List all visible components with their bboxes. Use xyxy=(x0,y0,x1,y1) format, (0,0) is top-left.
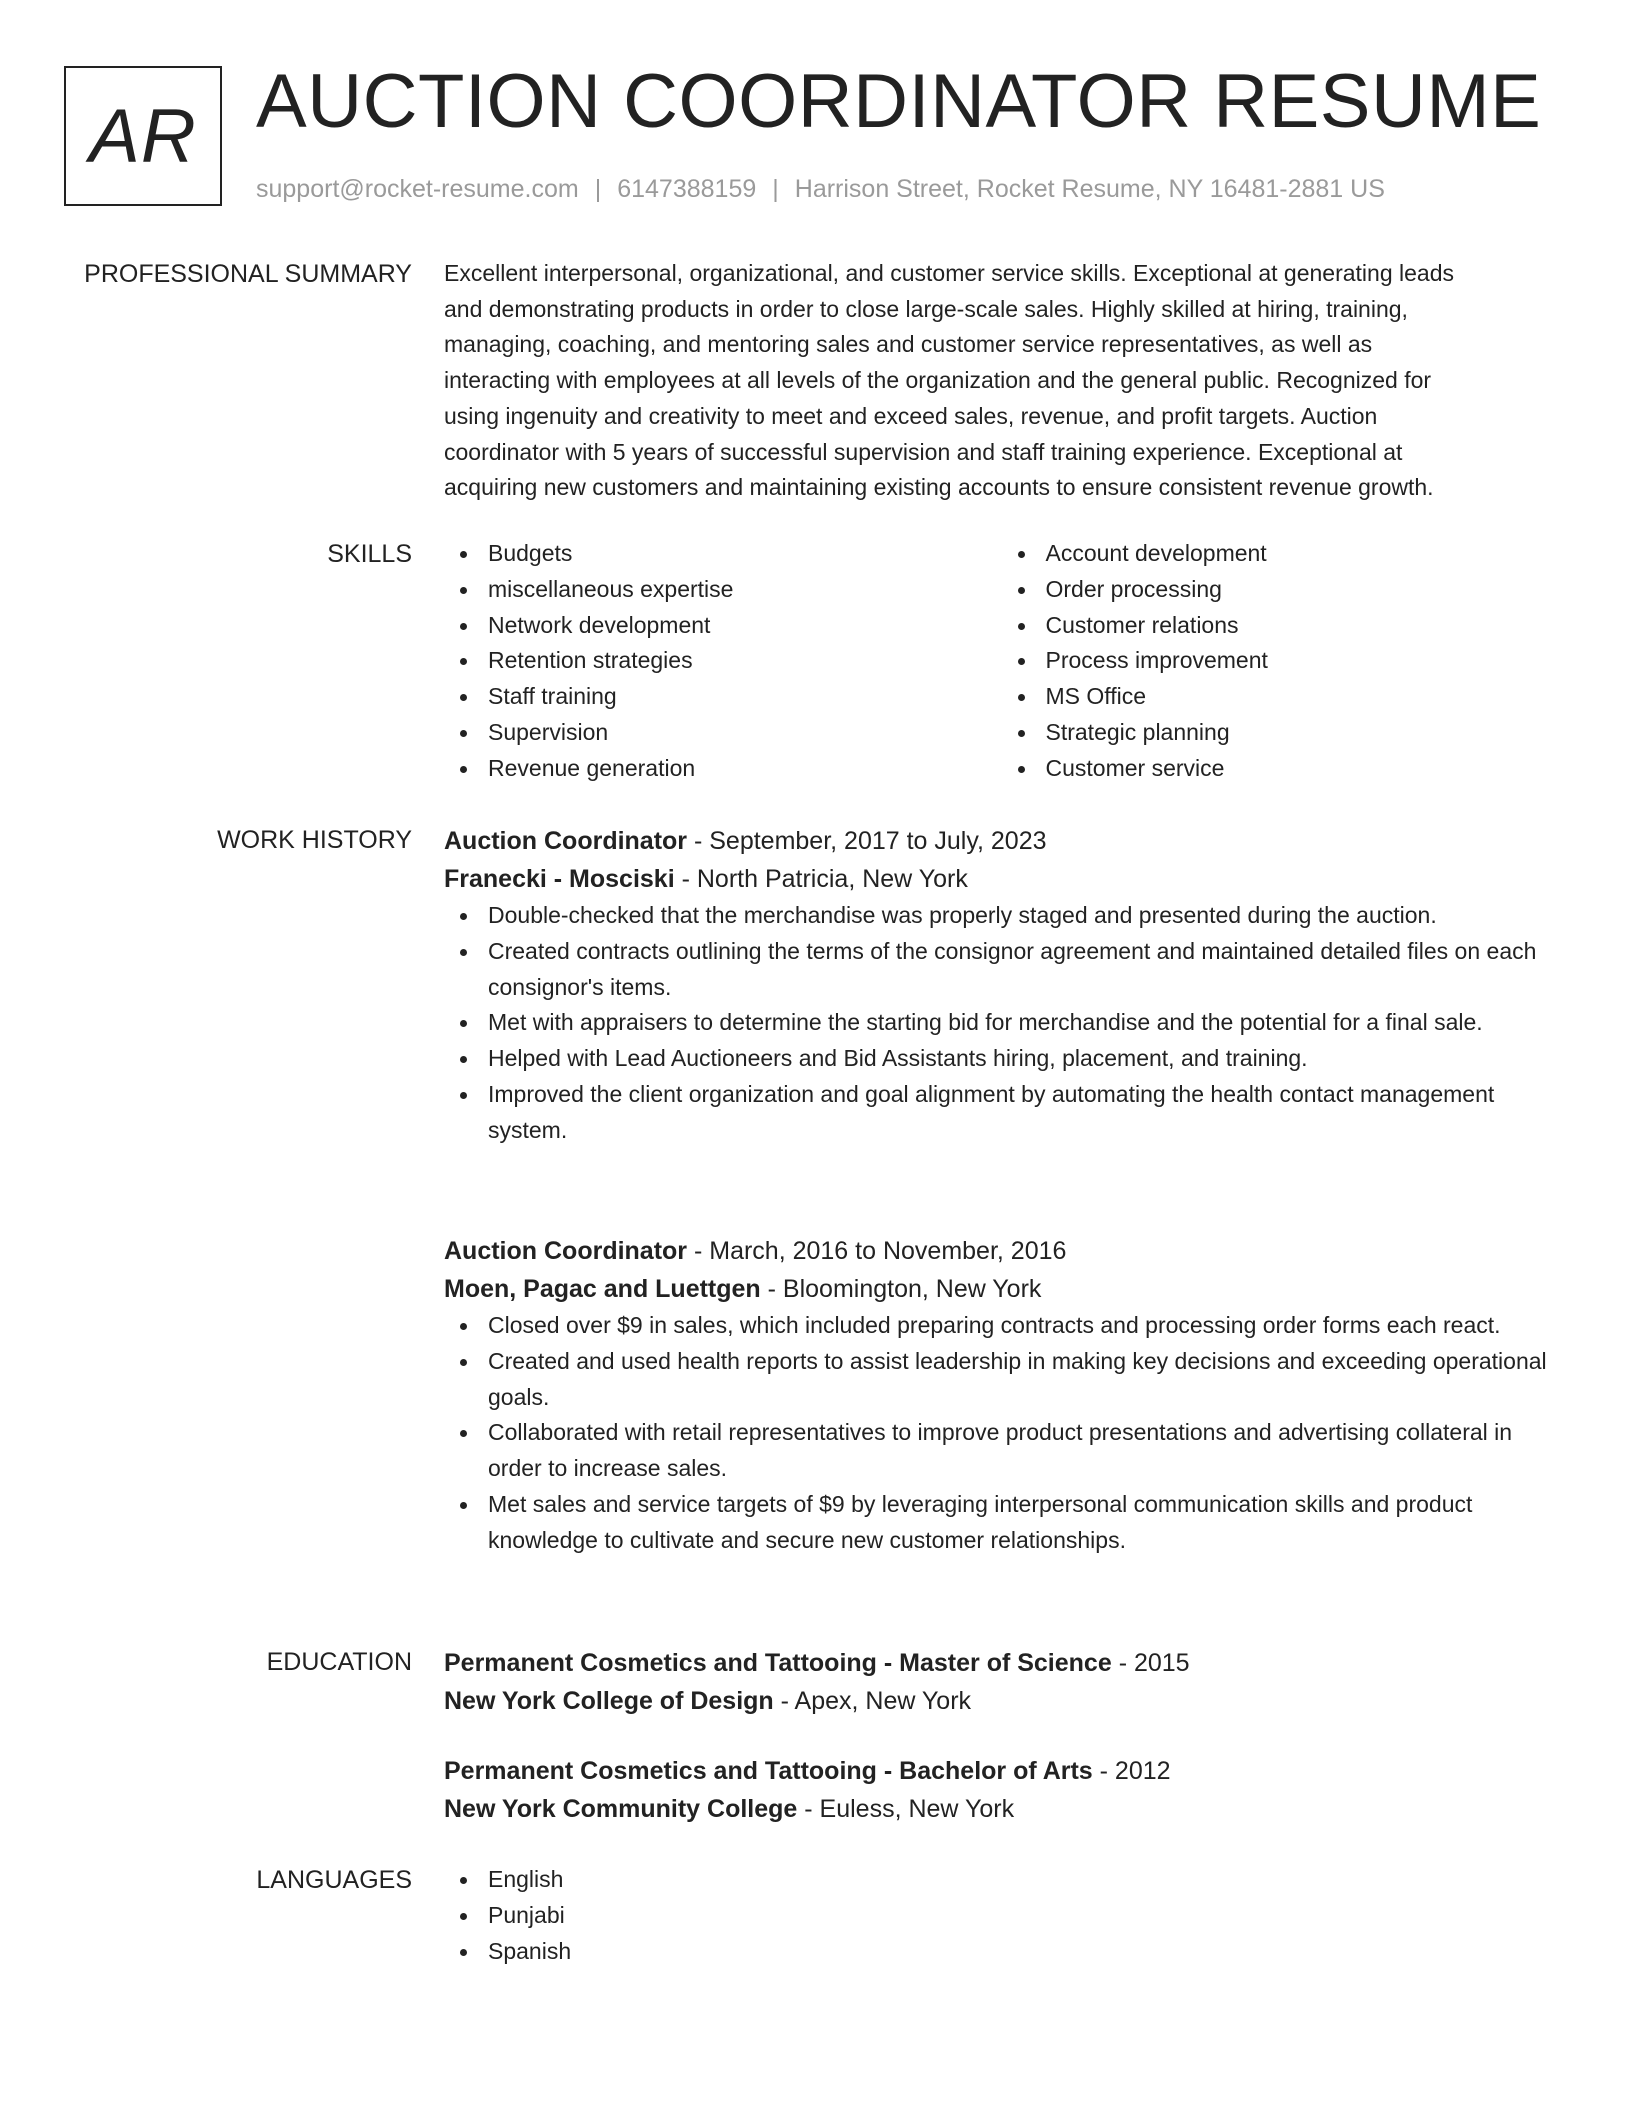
summary-line: acquiring new customers and maintaining existing accounts to ensure consistent revenue growth. xyxy=(444,474,1434,501)
contact-email[interactable]: support@rocket-resume.com xyxy=(256,175,579,203)
education-location: - Apex, New York xyxy=(773,1687,972,1715)
summary-line: using ingenuity and creativity to meet and exceed sales, revenue, and profit targets. Auction xyxy=(444,402,1378,429)
education-school-line xyxy=(444,1682,1559,1720)
contact-phone[interactable]: 6147388159 xyxy=(617,175,757,203)
job-entry xyxy=(444,822,1559,1149)
skill-item: Customer relations xyxy=(1046,608,1560,644)
education-year: - 2012 xyxy=(1092,1757,1171,1785)
education-location: - Euless, New York xyxy=(797,1795,1015,1823)
job-bullet: Improved the client organization and goal alignment by automating the health contact management system. xyxy=(488,1077,1559,1149)
job-title: Auction Coordinator xyxy=(444,827,688,855)
job-dates: - March, 2016 to November, 2016 xyxy=(687,1237,1067,1265)
job-bullets xyxy=(444,1308,1559,1559)
job-title-line xyxy=(444,1232,1559,1270)
monogram-logo: AR xyxy=(64,66,222,206)
skill-item: Staff training xyxy=(488,679,1002,715)
contact-line xyxy=(256,172,1385,206)
summary-body xyxy=(444,256,1559,506)
skills-list-right xyxy=(1002,536,1560,787)
skills-grid xyxy=(444,536,1559,787)
summary-line: Excellent interpersonal, organizational, and customer service skills. Exceptional at generating leads xyxy=(444,260,1454,286)
job-bullets xyxy=(444,898,1559,1149)
education-degree: Permanent Cosmetics and Tattooing - Master of Science xyxy=(444,1649,1112,1677)
skills-heading: SKILLS xyxy=(327,540,412,568)
education-school-line xyxy=(444,1790,1171,1828)
education-school: New York College of Design xyxy=(444,1687,774,1715)
education-entry xyxy=(444,1644,1559,1720)
education-degree-line xyxy=(444,1644,1559,1682)
education-year: - 2015 xyxy=(1111,1649,1190,1677)
summary-heading: PROFESSIONAL SUMMARY xyxy=(84,260,412,288)
languages-list xyxy=(444,1862,1559,1969)
contact-address: Harrison Street, Rocket Resume, NY 16481-2881 US xyxy=(794,175,1385,203)
summary-text xyxy=(444,256,1559,506)
skill-item: Revenue generation xyxy=(488,751,1002,787)
job-entry xyxy=(444,1232,1559,1559)
job-company-line xyxy=(444,1270,1559,1308)
skill-item: Customer service xyxy=(1046,751,1560,787)
skills-list-left xyxy=(444,536,1002,787)
summary-line: coordinator with 5 years of successful supervision and staff training experience. Exceptional at xyxy=(444,438,1403,465)
education-heading: EDUCATION xyxy=(266,1648,412,1676)
summary-line: interacting with employees at all levels of the organization and the general public. Recognized for xyxy=(444,367,1432,394)
skill-item: Strategic planning xyxy=(1046,715,1560,751)
job-bullet: Met sales and service targets of $9 by leveraging interpersonal communication skills and product knowledge to cultivate and secure new customer relationships. xyxy=(488,1487,1559,1559)
job-bullet: Created contracts outlining the terms of the consignor agreement and maintained detailed files on each consignor's items. xyxy=(488,934,1559,1006)
job-dates: - September, 2017 to July, 2023 xyxy=(687,827,1047,855)
summary-line: and demonstrating products in order to close large-scale sales. Highly skilled at hiring, training, xyxy=(444,295,1408,322)
work-history-body xyxy=(444,822,1559,1553)
languages-heading: LANGUAGES xyxy=(256,1866,412,1894)
languages-body xyxy=(444,1862,1559,1969)
job-company-line xyxy=(444,860,1559,898)
resume-title: AUCTION COORDINATOR RESUME xyxy=(256,59,1542,144)
skill-item: Order processing xyxy=(1046,572,1560,608)
language-item: Spanish xyxy=(488,1934,1559,1970)
language-item: Punjabi xyxy=(488,1898,1559,1934)
education-degree: Permanent Cosmetics and Tattooing - Bachelor of Arts xyxy=(444,1757,1093,1785)
job-bullet: Double-checked that the merchandise was properly staged and presented during the auction. xyxy=(488,898,1559,934)
contact-separator: | xyxy=(772,175,779,203)
job-bullet: Helped with Lead Auctioneers and Bid Assistants hiring, placement, and training. xyxy=(488,1041,1559,1077)
contact-separator: | xyxy=(594,175,602,203)
job-location: - Bloomington, New York xyxy=(760,1275,1042,1303)
skill-item: Retention strategies xyxy=(488,643,1002,679)
skill-item: Network development xyxy=(488,608,1002,644)
job-bullet: Created and used health reports to assist leadership in making key decisions and exceeding operational goals. xyxy=(488,1344,1559,1416)
job-title-line xyxy=(444,822,1559,860)
education-degree-line xyxy=(444,1752,1171,1790)
language-item: English xyxy=(488,1862,1559,1898)
education-body xyxy=(444,1644,1559,1823)
job-company: Moen, Pagac and Luettgen xyxy=(444,1275,761,1303)
skill-item: Process improvement xyxy=(1046,643,1560,679)
education-entry xyxy=(444,1752,1171,1828)
skill-item: Budgets xyxy=(488,536,1002,572)
job-bullet: Closed over $9 in sales, which included preparing contracts and processing order forms each react. xyxy=(488,1308,1559,1344)
summary-line: managing, coaching, and mentoring sales and customer service representatives, as well as xyxy=(444,331,1373,358)
job-company: Franecki - Mosciski xyxy=(444,865,675,893)
skill-item: miscellaneous expertise xyxy=(488,572,1002,608)
skill-item: MS Office xyxy=(1046,679,1560,715)
skill-item: Account development xyxy=(1046,536,1560,572)
job-bullet: Met with appraisers to determine the starting bid for merchandise and the potential for a final sale. xyxy=(488,1005,1559,1041)
skill-item: Supervision xyxy=(488,715,1002,751)
work-history-heading: WORK HISTORY xyxy=(217,826,412,854)
job-location: - North Patricia, New York xyxy=(674,865,968,893)
job-bullet: Collaborated with retail representatives to improve product presentations and advertising collateral in order to increase sales. xyxy=(488,1415,1559,1487)
education-school: New York Community College xyxy=(444,1795,798,1823)
job-title: Auction Coordinator xyxy=(444,1237,688,1265)
